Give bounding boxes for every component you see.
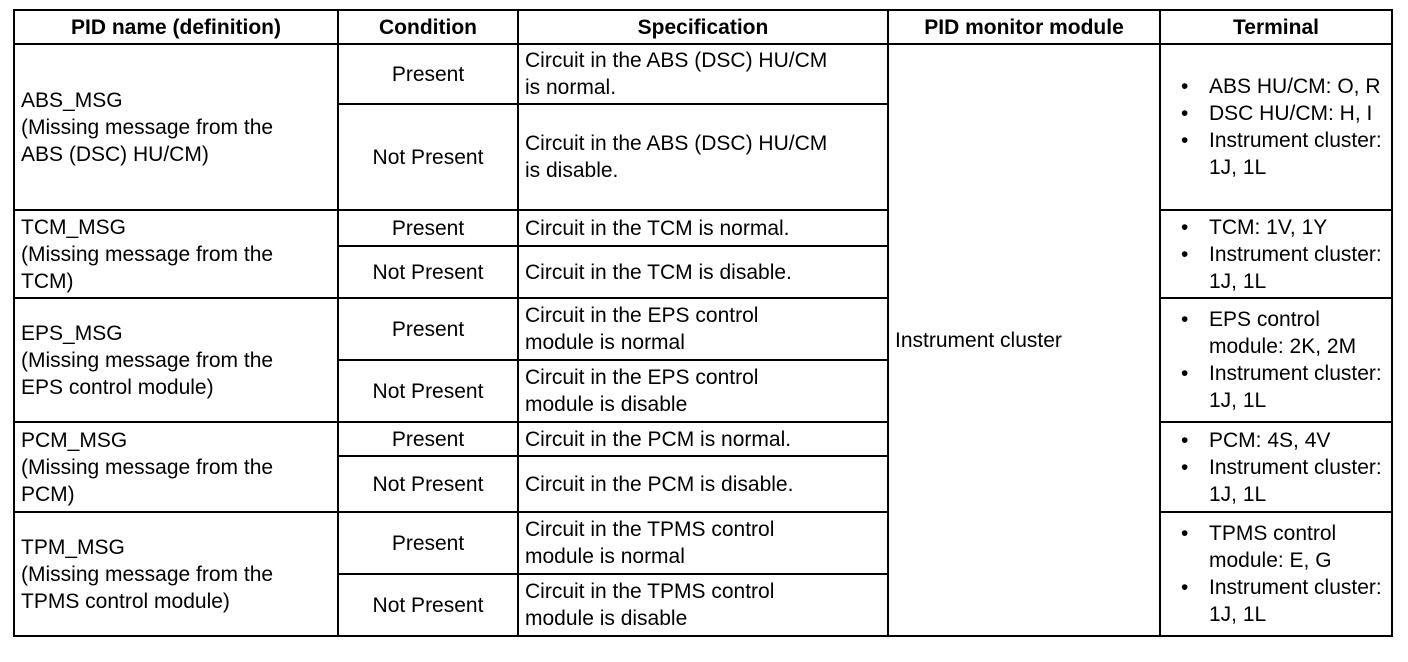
- pid-definition-line: ABS (DSC) HU/CM): [21, 142, 209, 166]
- condition-cell: Present: [338, 298, 518, 360]
- specification-cell: [518, 104, 888, 210]
- pid-definition-line: (Missing message from the: [21, 562, 274, 586]
- pid-code: EPS_MSG: [21, 321, 123, 345]
- condition-cell: Present: [338, 210, 518, 246]
- header-row: [14, 10, 1392, 44]
- terminal-item: • Instrument cluster: 1J, 1L: [1167, 574, 1385, 628]
- specification-line: Circuit in the TPMS control: [525, 518, 775, 541]
- terminal-cell: [1160, 422, 1392, 512]
- specification-line: module is disable: [525, 607, 688, 630]
- pid-definition-line: (Missing message from the: [21, 115, 274, 139]
- pid-code: TCM_MSG: [21, 215, 126, 239]
- terminal-item: • EPS control module: 2K, 2M: [1167, 306, 1385, 360]
- table-row: [14, 422, 1392, 456]
- header-specification: Specification: [518, 10, 888, 44]
- pid-definition-line: TCM): [21, 269, 74, 293]
- pid-code: PCM_MSG: [21, 428, 128, 452]
- table-row: [14, 512, 1392, 574]
- header-condition: Condition: [338, 10, 518, 44]
- header-monitor-module: PID monitor module: [888, 10, 1160, 44]
- specification-cell: [518, 574, 888, 636]
- pid-name-cell: [14, 512, 338, 636]
- specification-line: Circuit in the EPS control: [525, 366, 759, 389]
- pid-name-cell: [14, 210, 338, 298]
- specification-line: Circuit in the TCM is disable.: [525, 260, 792, 284]
- terminal-list: [1167, 306, 1385, 414]
- condition-cell: Not Present: [338, 456, 518, 512]
- table-row: [14, 298, 1392, 360]
- terminal-item: • DSC HU/CM: H, I: [1167, 100, 1385, 127]
- pid-definition-line: (Missing message from the: [21, 348, 274, 372]
- terminal-item: • Instrument cluster: 1J, 1L: [1167, 454, 1385, 508]
- pid-code: TPM_MSG: [21, 535, 125, 559]
- specification-line: module is normal: [525, 545, 685, 568]
- terminal-cell: [1160, 210, 1392, 298]
- specification-line: Circuit in the PCM is normal.: [525, 427, 792, 451]
- specification-line: Circuit in the TCM is normal.: [525, 216, 790, 240]
- terminal-item: • Instrument cluster: 1J, 1L: [1167, 360, 1385, 414]
- terminal-list: [1167, 214, 1385, 295]
- condition-cell: Present: [338, 44, 518, 104]
- terminal-item: • Instrument cluster: 1J, 1L: [1167, 241, 1385, 295]
- condition-cell: Not Present: [338, 574, 518, 636]
- table-row: [14, 44, 1392, 104]
- condition-cell: Not Present: [338, 246, 518, 298]
- pid-table: [13, 9, 1393, 637]
- condition-cell: Present: [338, 422, 518, 456]
- specification-cell: [518, 422, 888, 456]
- pid-definition-line: (Missing message from the: [21, 242, 274, 266]
- specification-line: Circuit in the TPMS control: [525, 580, 775, 603]
- pid-name-cell: [14, 298, 338, 422]
- pid-definition-line: (Missing message from the: [21, 455, 274, 479]
- terminal-item: • TPMS control module: E, G: [1167, 520, 1385, 574]
- pid-definition-line: TPMS control module): [21, 589, 230, 613]
- pid-definition-line: EPS control module): [21, 375, 214, 399]
- specification-cell: [518, 246, 888, 298]
- specification-line: module is normal: [525, 331, 685, 354]
- specification-cell: [518, 44, 888, 104]
- terminal-item: • PCM: 4S, 4V: [1167, 427, 1385, 454]
- pid-name-cell: [14, 44, 338, 210]
- condition-cell: Present: [338, 512, 518, 574]
- specification-line: Circuit in the ABS (DSC) HU/CM: [525, 49, 828, 72]
- terminal-list: [1167, 427, 1385, 508]
- terminal-item: • Instrument cluster: 1J, 1L: [1167, 127, 1385, 181]
- pid-code: ABS_MSG: [21, 88, 123, 112]
- condition-cell: Not Present: [338, 104, 518, 210]
- specification-cell: [518, 298, 888, 360]
- specification-line: module is disable: [525, 393, 688, 416]
- header-terminal: Terminal: [1160, 10, 1392, 44]
- header-pid-name: PID name (definition): [14, 10, 338, 44]
- specification-line: Circuit in the PCM is disable.: [525, 472, 794, 496]
- table-body: [14, 44, 1392, 636]
- condition-cell: Not Present: [338, 360, 518, 422]
- pid-definition-line: PCM): [21, 482, 75, 506]
- terminal-cell: [1160, 298, 1392, 422]
- terminal-list: [1167, 73, 1385, 181]
- specification-line: is normal.: [525, 76, 617, 99]
- terminal-list: [1167, 520, 1385, 628]
- specification-cell: [518, 360, 888, 422]
- terminal-item: • TCM: 1V, 1Y: [1167, 214, 1385, 241]
- table-row: [14, 210, 1392, 246]
- terminal-cell: [1160, 512, 1392, 636]
- specification-line: Circuit in the ABS (DSC) HU/CM: [525, 132, 828, 155]
- pid-name-cell: [14, 422, 338, 512]
- terminal-item: • ABS HU/CM: O, R: [1167, 73, 1385, 100]
- specification-cell: [518, 456, 888, 512]
- specification-cell: [518, 512, 888, 574]
- terminal-cell: [1160, 44, 1392, 210]
- specification-cell: [518, 210, 888, 246]
- specification-line: Circuit in the EPS control: [525, 304, 759, 327]
- monitor-module-cell: Instrument cluster: [888, 44, 1160, 636]
- specification-line: is disable.: [525, 159, 619, 182]
